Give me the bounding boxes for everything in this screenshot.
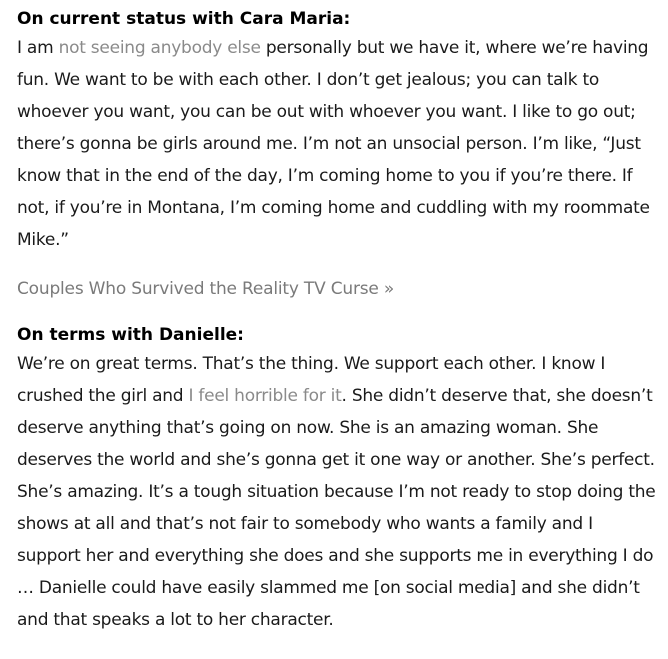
- related-article-link[interactable]: Couples Who Survived the Reality TV Curse »: [17, 279, 395, 299]
- section-paragraph: [17, 348, 657, 636]
- paragraph-text: personally but we have it, where we’re having fun. We want to be with each other. I don’t get jealous; you can talk to whoever you want, you can be out with whoever you want. I like to go out; there’s gonna be girls around me. I’m not an unsocial person. I’m like, “Just know that in the end of the day, I’m coming home to you if you’re there. If not, if you’re in Montana, I’m coming home and cuddling with my roommate Mike.”: [17, 38, 650, 250]
- inline-link-not-seeing-anybody-else[interactable]: not seeing anybody else: [58, 38, 261, 58]
- section-cara-maria: [17, 6, 657, 256]
- section-danielle: [17, 322, 657, 636]
- section-paragraph: [17, 32, 657, 256]
- section-heading: On current status with Cara Maria:: [17, 9, 351, 29]
- inline-link-i-feel-horrible-for-it[interactable]: I feel horrible for it: [188, 386, 342, 406]
- paragraph-text: I am: [17, 38, 59, 58]
- section-heading: On terms with Danielle:: [17, 325, 244, 345]
- paragraph-text: We’re on great terms. That’s the thing. We support each other. I know I crushed the girl and: [17, 354, 606, 406]
- paragraph-text: . She didn’t deserve that, she doesn’t deserve anything that’s going on now. She is an amazing woman. She deserves the world and she’s gonna get it one way or another. She’s perfect. She’s amazing. It’s a tough situation because I’m not ready to stop doing the shows at all and that’s not fair to somebody who wants a family and I support her and everything she does and she supports me in everything I do … Danielle could have easily slammed me [on social media] and she didn’t and that speaks a lot to her character.: [17, 386, 656, 630]
